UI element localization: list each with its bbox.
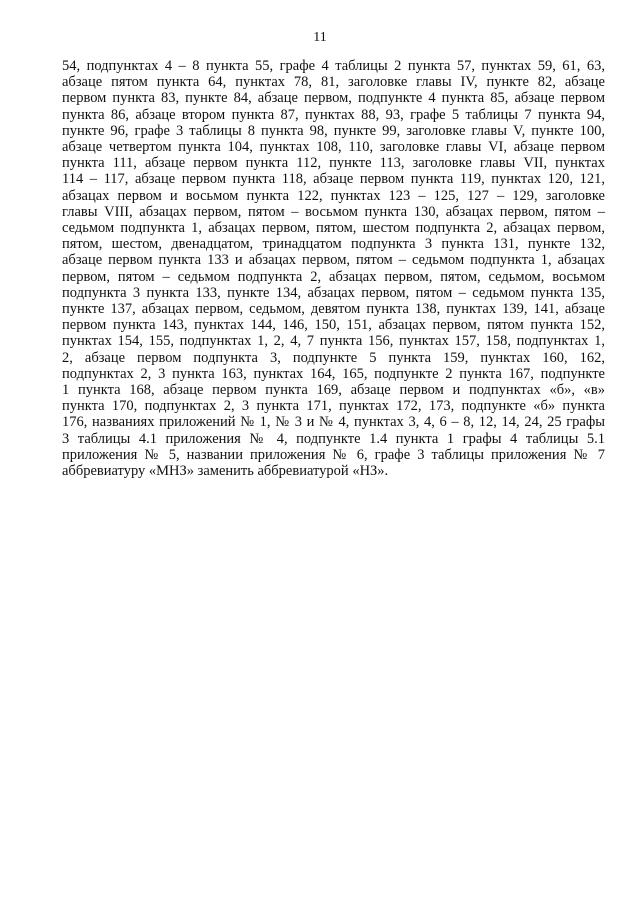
text-line: абзаце первом пункта 133 и абзацах первом, пятом – седьмом подпункта 1, абзацах [62,252,605,269]
text-line: пункте 137, абзацах первом, седьмом, девятом пункта 138, пунктах 139, 141, абзаце [62,301,605,318]
body-paragraph [62,58,605,479]
text-line: 3 таблицы 4.1 приложения № 4, подпункте 1.4 пункта 1 графы 4 таблицы 5.1 [62,430,605,447]
text-line: первом, пятом – седьмом подпункта 2, абзацах первом, пятом, седьмом, восьмом [62,268,605,285]
text-line: абзаце четвертом пункта 104, пунктах 108, 110, заголовке главы VI, абзаце первом [62,139,605,156]
text-line: главы VIII, абзацах первом, пятом – восьмом пункта 130, абзацах первом, пятом – [62,203,605,220]
text-line: 54, подпунктах 4 – 8 пункта 55, графе 4 таблицы 2 пункта 57, пунктах 59, 61, 63, [62,58,605,74]
text-line: абзацах первом и восьмом пункта 122, пунктах 123 – 125, 127 – 129, заголовке [62,187,605,204]
text-line: подпунктах 2, 3 пункта 163, пунктах 164, 165, подпункте 2 пункта 167, подпункте [62,365,605,382]
text-line: абзаце пятом пункта 64, пунктах 78, 81, заголовке главы IV, пункте 82, абзаце [62,74,605,91]
text-line: пунктах 154, 155, подпунктах 1, 2, 4, 7 пункта 156, пунктах 157, 158, подпунктах 1, [62,333,605,350]
text-line: подпункта 3 пункта 133, пункте 134, абзацах первом, пятом – седьмом пункта 135, [62,284,605,301]
text-line: пункта 86, абзаце втором пункта 87, пунктах 88, 93, графе 5 таблицы 7 пункта 94, [62,106,605,123]
text-line: пятом, шестом, двенадцатом, тринадцатом подпункта 3 пункта 131, пункте 132, [62,236,605,253]
text-line: 1 пункта 168, абзаце первом пункта 169, абзаце первом и подпунктах «б», «в» [62,382,605,399]
text-line: пункта 170, подпунктах 2, 3 пункта 171, пунктах 172, 173, подпункте «б» пункта [62,398,605,415]
text-line: аббревиатуру «МНЗ» заменить аббревиатурой «НЗ». [62,463,389,480]
text-line: 176, названиях приложений № 1, № 3 и № 4, пунктах 3, 4, 6 – 8, 12, 14, 24, 25 графы [62,414,605,431]
text-line: первом пункта 83, пункте 84, абзаце первом, подпункте 4 пункта 85, абзаце первом [62,90,605,107]
text-line: 114 – 117, абзаце первом пункта 118, абзаце первом пункта 119, пунктах 120, 121, [62,171,605,188]
text-line: первом пункта 143, пунктах 144, 146, 150, 151, абзацах первом, пятом пункта 152, [62,317,605,334]
text-line: приложения № 5, названии приложения № 6, графе 3 таблицы приложения № 7 [62,446,605,463]
text-line: пункта 111, абзаце первом пункта 112, пункте 113, заголовке главы VII, пунктах [62,155,605,172]
text-line: 2, абзаце первом подпункта 3, подпункте 5 пункта 159, пунктах 160, 162, [62,349,605,366]
text-line: седьмом подпункта 1, абзацах первом, пятом, шестом подпункта 2, абзацах первом, [62,220,605,237]
page-number: 11 [313,30,327,45]
text-line: пункте 96, графе 3 таблицы 8 пункта 98, пункте 99, заголовке главы V, пункте 100, [62,122,605,139]
